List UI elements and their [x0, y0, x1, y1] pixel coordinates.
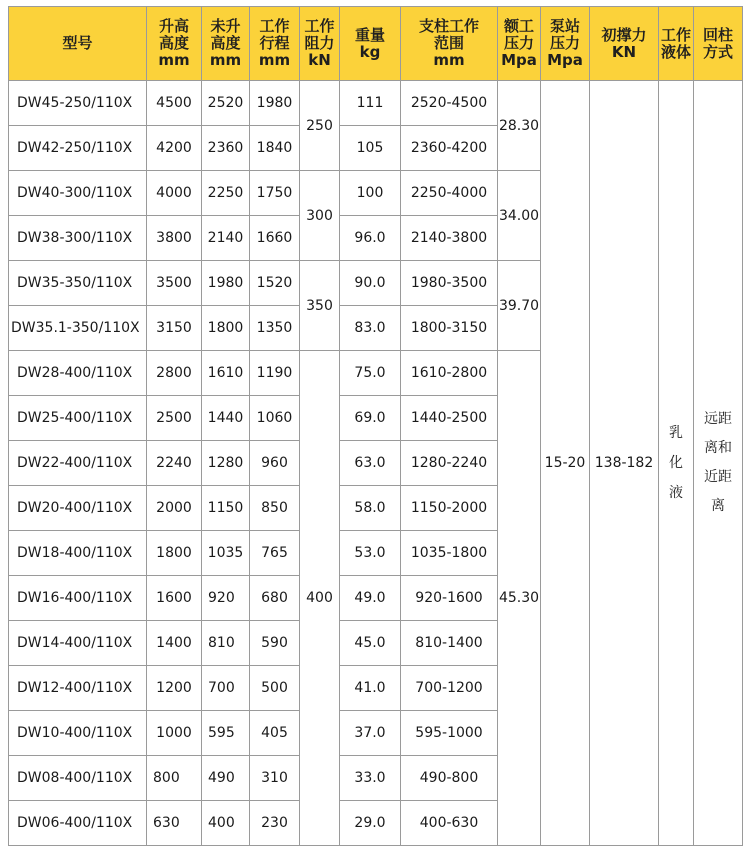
cell-range: 1150-2000 — [401, 486, 498, 531]
cell-stroke: 1060 — [250, 396, 300, 441]
cell-stroke: 1660 — [250, 216, 300, 261]
cell-raised: 1600 — [147, 576, 202, 621]
cell-stroke: 230 — [250, 801, 300, 846]
cell-pump-pressure: 15-20 — [541, 81, 590, 846]
cell-stroke: 850 — [250, 486, 300, 531]
cell-weight: 111 — [340, 81, 401, 126]
cell-model: DW42-250/110X — [9, 126, 147, 171]
cell-range: 1440-2500 — [401, 396, 498, 441]
cell-raised: 630 — [147, 801, 202, 846]
cell-range: 1980-3500 — [401, 261, 498, 306]
cell-raised: 1200 — [147, 666, 202, 711]
cell-raised: 4200 — [147, 126, 202, 171]
cell-stroke: 1190 — [250, 351, 300, 396]
cell-weight: 58.0 — [340, 486, 401, 531]
cell-stroke: 590 — [250, 621, 300, 666]
cell-weight: 63.0 — [340, 441, 401, 486]
cell-lowered: 2360 — [202, 126, 250, 171]
cell-lowered: 595 — [202, 711, 250, 756]
cell-weight: 53.0 — [340, 531, 401, 576]
header-lowered-height: 未升 高度 mm — [202, 7, 250, 81]
cell-range: 2140-3800 — [401, 216, 498, 261]
cell-weight: 29.0 — [340, 801, 401, 846]
cell-range: 595-1000 — [401, 711, 498, 756]
cell-rated-pressure: 45.30 — [498, 351, 541, 846]
cell-range: 920-1600 — [401, 576, 498, 621]
cell-weight: 45.0 — [340, 621, 401, 666]
cell-lowered: 490 — [202, 756, 250, 801]
cell-model: DW18-400/110X — [9, 531, 147, 576]
header-resistance: 工作 阻力 kN — [300, 7, 340, 81]
cell-lowered: 700 — [202, 666, 250, 711]
cell-lowered: 1440 — [202, 396, 250, 441]
cell-model: DW06-400/110X — [9, 801, 147, 846]
cell-range: 1610-2800 — [401, 351, 498, 396]
cell-lowered: 810 — [202, 621, 250, 666]
cell-stroke: 960 — [250, 441, 300, 486]
cell-weight: 49.0 — [340, 576, 401, 621]
cell-model: DW35.1-350/110X — [9, 306, 147, 351]
cell-lowered: 2250 — [202, 171, 250, 216]
cell-rated-pressure: 34.00 — [498, 171, 541, 261]
cell-model: DW08-400/110X — [9, 756, 147, 801]
cell-lowered: 1610 — [202, 351, 250, 396]
header-rated-pressure: 额工 压力 Mpa — [498, 7, 541, 81]
cell-raised: 1800 — [147, 531, 202, 576]
cell-weight: 100 — [340, 171, 401, 216]
cell-resistance: 250 — [300, 81, 340, 171]
cell-lowered: 2520 — [202, 81, 250, 126]
cell-range: 1800-3150 — [401, 306, 498, 351]
header-initial-force: 初撑力 KN — [590, 7, 659, 81]
cell-model: DW16-400/110X — [9, 576, 147, 621]
spec-table — [8, 6, 743, 846]
cell-raised: 800 — [147, 756, 202, 801]
cell-weight: 37.0 — [340, 711, 401, 756]
cell-range: 400-630 — [401, 801, 498, 846]
cell-model: DW14-400/110X — [9, 621, 147, 666]
cell-raised: 3800 — [147, 216, 202, 261]
cell-model: DW45-250/110X — [9, 81, 147, 126]
header-row — [9, 7, 743, 81]
cell-model: DW25-400/110X — [9, 396, 147, 441]
cell-weight: 75.0 — [340, 351, 401, 396]
cell-stroke: 500 — [250, 666, 300, 711]
cell-resistance: 400 — [300, 351, 340, 846]
header-fluid: 工作 液体 — [659, 7, 694, 81]
cell-stroke: 1520 — [250, 261, 300, 306]
cell-rated-pressure: 39.70 — [498, 261, 541, 351]
header-retract-method: 回柱 方式 — [694, 7, 743, 81]
cell-resistance: 300 — [300, 171, 340, 261]
cell-initial-force: 138-182 — [590, 81, 659, 846]
cell-retract-method: 远距 离和 近距 离 — [694, 81, 743, 846]
cell-raised: 2500 — [147, 396, 202, 441]
cell-model: DW10-400/110X — [9, 711, 147, 756]
cell-stroke: 1750 — [250, 171, 300, 216]
cell-weight: 83.0 — [340, 306, 401, 351]
cell-raised: 1400 — [147, 621, 202, 666]
cell-raised: 4500 — [147, 81, 202, 126]
cell-resistance: 350 — [300, 261, 340, 351]
cell-range: 2250-4000 — [401, 171, 498, 216]
cell-stroke: 1350 — [250, 306, 300, 351]
cell-range: 2520-4500 — [401, 81, 498, 126]
cell-raised: 3500 — [147, 261, 202, 306]
cell-stroke: 405 — [250, 711, 300, 756]
table-row — [9, 81, 743, 126]
cell-fluid: 乳 化 液 — [659, 81, 694, 846]
cell-range: 1280-2240 — [401, 441, 498, 486]
cell-raised: 2000 — [147, 486, 202, 531]
cell-range: 490-800 — [401, 756, 498, 801]
cell-raised: 4000 — [147, 171, 202, 216]
cell-model: DW28-400/110X — [9, 351, 147, 396]
header-pump-pressure: 泵站 压力 Mpa — [541, 7, 590, 81]
cell-weight: 41.0 — [340, 666, 401, 711]
cell-lowered: 920 — [202, 576, 250, 621]
cell-lowered: 1035 — [202, 531, 250, 576]
cell-range: 810-1400 — [401, 621, 498, 666]
cell-model: DW40-300/110X — [9, 171, 147, 216]
cell-raised: 3150 — [147, 306, 202, 351]
header-raised-height: 升高 高度 mm — [147, 7, 202, 81]
cell-raised: 1000 — [147, 711, 202, 756]
cell-model: DW38-300/110X — [9, 216, 147, 261]
header-range: 支柱工作 范围 mm — [401, 7, 498, 81]
cell-model: DW20-400/110X — [9, 486, 147, 531]
cell-stroke: 1840 — [250, 126, 300, 171]
cell-model: DW22-400/110X — [9, 441, 147, 486]
cell-model: DW35-350/110X — [9, 261, 147, 306]
cell-range: 700-1200 — [401, 666, 498, 711]
cell-lowered: 1150 — [202, 486, 250, 531]
cell-lowered: 1800 — [202, 306, 250, 351]
cell-stroke: 310 — [250, 756, 300, 801]
cell-weight: 90.0 — [340, 261, 401, 306]
cell-weight: 69.0 — [340, 396, 401, 441]
cell-rated-pressure: 28.30 — [498, 81, 541, 171]
cell-raised: 2240 — [147, 441, 202, 486]
cell-weight: 105 — [340, 126, 401, 171]
cell-range: 2360-4200 — [401, 126, 498, 171]
cell-stroke: 680 — [250, 576, 300, 621]
header-stroke: 工作 行程 mm — [250, 7, 300, 81]
cell-stroke: 765 — [250, 531, 300, 576]
cell-weight: 33.0 — [340, 756, 401, 801]
cell-lowered: 1280 — [202, 441, 250, 486]
header-weight: 重量 kg — [340, 7, 401, 81]
cell-lowered: 2140 — [202, 216, 250, 261]
cell-range: 1035-1800 — [401, 531, 498, 576]
spec-table-container — [8, 6, 743, 846]
cell-lowered: 1980 — [202, 261, 250, 306]
cell-raised: 2800 — [147, 351, 202, 396]
header-model: 型号 — [9, 7, 147, 81]
cell-lowered: 400 — [202, 801, 250, 846]
cell-model: DW12-400/110X — [9, 666, 147, 711]
cell-weight: 96.0 — [340, 216, 401, 261]
cell-stroke: 1980 — [250, 81, 300, 126]
